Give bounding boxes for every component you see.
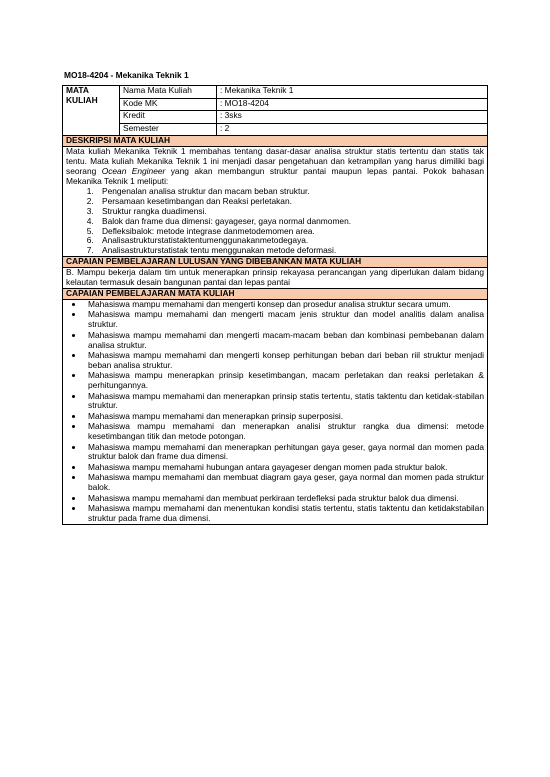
- outcome-item: • Mahasiswa mampu memahami dan mengerti macam-macam beban dan kombinasi pembebanan dalam analisa struktur.: [84, 331, 484, 351]
- topic-item: 5. Defleksibalok: metode integrase danmetodemomen area.: [96, 227, 484, 237]
- info-value: : Mekanika Teknik 1: [217, 86, 488, 99]
- info-row: [63, 86, 488, 99]
- outcome-item: • Mahasiswa mampu memahami dan mengerti konsep dan prosedur analisa struktur secara umum.: [84, 300, 484, 310]
- topic-item: 2. Persamaan kesetimbangan dan Reaksi perletakan.: [96, 197, 484, 207]
- document-title: MO18-4204 - Mekanika Teknik 1: [64, 70, 189, 80]
- deskripsi-body: [63, 147, 488, 257]
- section-heading-deskripsi: DESKRIPSI MATA KULIAH: [63, 136, 488, 147]
- info-row: [63, 98, 488, 111]
- outcome-item: • Mahasiswa mampu memahami dan menerapkan analisi struktur rangka dua dimensi: metode kesetimbangan titik dan metode potongan.: [84, 422, 484, 442]
- outcome-item: • Mahasiswa mampu memahami dan menerapkan perhitungan gaya geser, gaya normal dan momen pada struktur balok dan frame dua dimensi.: [84, 443, 484, 463]
- section-heading-cpmk: CAPAIAN PEMBELAJARAN MATA KULIAH: [63, 288, 488, 299]
- info-row: [63, 123, 488, 136]
- info-key: Nama Mata Kuliah: [120, 86, 217, 99]
- info-key: Semester: [120, 123, 217, 136]
- info-value: : MO18-4204: [217, 98, 488, 111]
- outcome-item: • Mahasiswa mampu menerapkan prinsip kesetimbangan, macam perletakan dan reaksi perletakan & perhitungannya.: [84, 371, 484, 391]
- outcome-item: • Mahasiswa mampu memahami dan membuat perkiraan terdefleksi pada struktur balok dua dimensi.: [84, 494, 484, 504]
- outcome-item: • Mahasiswa mampu memahami dan mengerti macam jenis struktur dan model analitis dalam analisa struktur.: [84, 310, 484, 330]
- section-heading-cpl: CAPAIAN PEMBELAJARAN LULUSAN YANG DIBEBANKAN MATA KULIAH: [63, 257, 488, 268]
- outcome-item: • Mahasiswa mampu memahami hubungan antara gayageser dengan momen pada struktur balok.: [84, 463, 484, 473]
- info-row: [63, 111, 488, 124]
- deskripsi-text-after: yang akan membangun struktur pantai maupun lepas pantai. Pokok bahasan Mekanika Teknik 1 meliputi:: [66, 166, 484, 186]
- topic-list: [66, 187, 484, 256]
- outcome-item: • Mahasiswa mampu memahami dan mengerti konsep perhitungan beban dari beban riil struktur menjadi beban analisa struktur.: [84, 351, 484, 371]
- outcome-item: • Mahasiswa mampu memahami dan menentukan kondisi statis tertentu, statis taktentu dan ketidakstabilan struktur pada frame dua dimensi.: [84, 504, 484, 524]
- deskripsi-italic: Ocean Engineer: [101, 166, 166, 177]
- cpl-body: B. Mampu bekerja dalam tim untuk menerapkan prinsip rekayasa perancangan yang diperlukan dalam bidang kelautan termasuk desain bangunan pantai dan lepas pantai: [63, 268, 488, 289]
- info-value: : 3sks: [217, 111, 488, 124]
- topic-item: 1. Pengenalan analisa struktur dan macam beban struktur.: [96, 187, 484, 197]
- mata-kuliah-label: MATA KULIAH: [63, 86, 120, 136]
- cpmk-body: [63, 299, 488, 524]
- topic-item: 6. Analisastrukturstatistaktentumenggunakanmetodegaya.: [96, 236, 484, 246]
- topic-item: 3. Struktur rangka duadimensi.: [96, 207, 484, 217]
- deskripsi-text: Mata kuliah Mekanika Teknik 1 membahas tentang dasar-dasar analisa struktur statis tertentu dan statis tak tentu. Mata kuliah Mekanika Teknik 1 ini menjadi dasar pengetahuan dan ketrampilan yang harus dimiliki bagi seorang: [66, 146, 484, 177]
- info-value: : 2: [217, 123, 488, 136]
- outcome-item: • Mahasiswa mampu memahami dan menerapkan prinsip superposisi.: [84, 412, 484, 422]
- info-key: Kredit: [120, 111, 217, 124]
- topic-item: 4. Balok dan frame dua dimensi: gayageser, gaya normal danmomen.: [96, 217, 484, 227]
- outcome-item: • Mahasiswa mampu memahami dan membuat diagram gaya geser, gaya normal dan momen pada struktur balok.: [84, 473, 484, 493]
- info-key: Kode MK: [120, 98, 217, 111]
- topic-item: 7. Analisastrukturstatistak tentu menggunakan metode deformasi.: [96, 246, 484, 256]
- outcome-list: [66, 300, 484, 524]
- outcome-item: • Mahasiswa mampu memahami dan menerapkan prinsip statis tertentu, statis taktentu dan ketidak-stabilan struktur.: [84, 392, 484, 412]
- course-table: [62, 85, 488, 525]
